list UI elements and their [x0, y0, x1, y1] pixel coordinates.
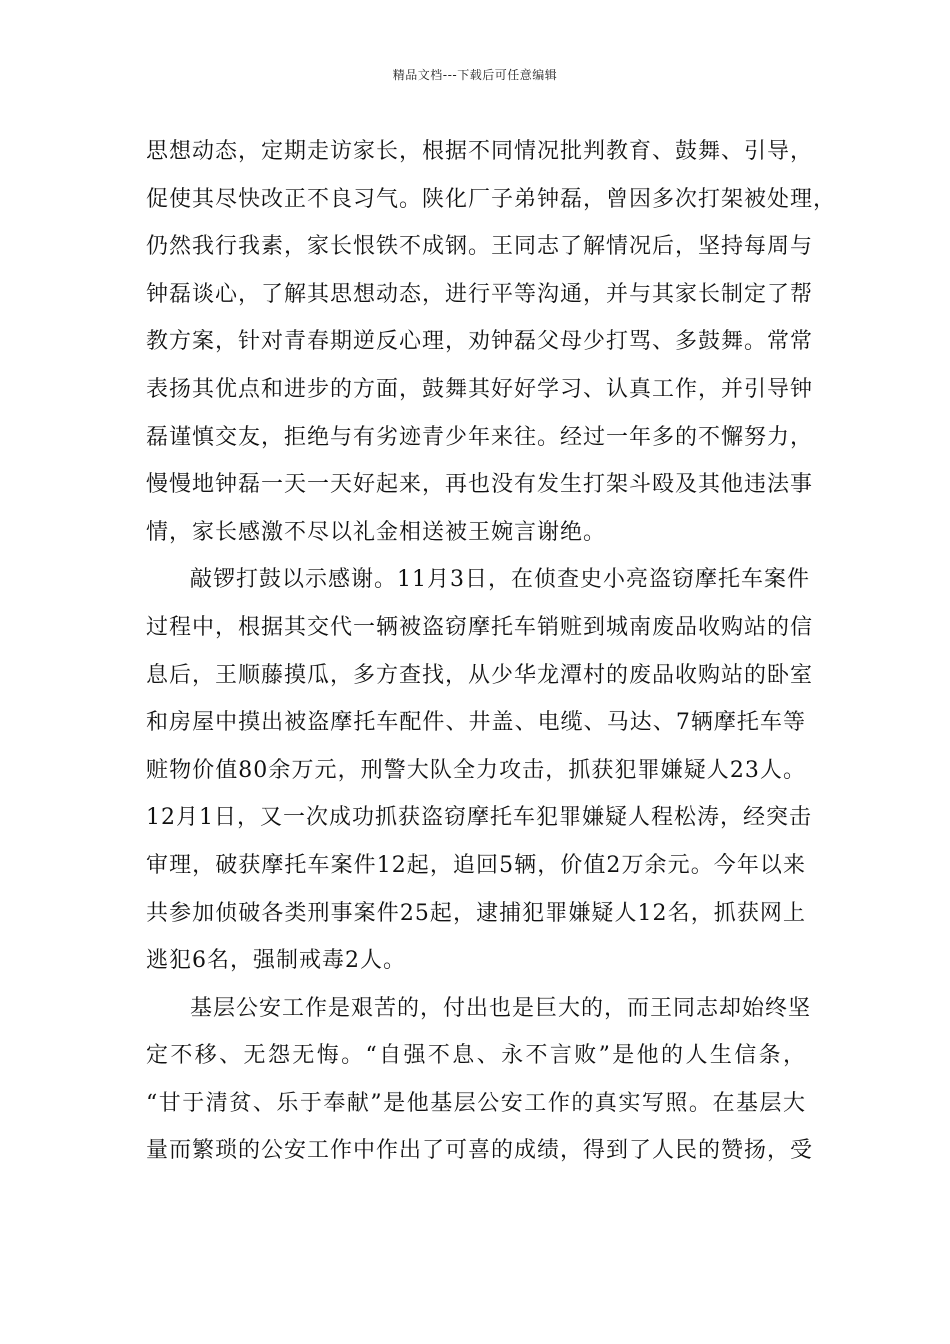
text-line: 量而繁琐的公安工作中作出了可喜的成绩，得到了人民的赞扬，受 — [146, 1138, 814, 1164]
text-line: 12月1日，又一次成功抓获盗窃摩托车犯罪嫌疑人程松涛，经突击 — [146, 805, 812, 831]
document-body — [146, 128, 837, 1175]
paragraph-start-line: 基层公安工作是艰苦的，付出也是巨大的，而王同志却始终坚 — [190, 995, 812, 1021]
text-line: 定不移、无怨无悔。“自强不息、永不言败”是他的人生信条， — [146, 1043, 806, 1069]
text-line: 共参加侦破各类刑事案件25起，逮捕犯罪嫌疑人12名，抓获网上 — [146, 900, 806, 926]
text-line: 教方案，针对青春期逆反心理，劝钟磊父母少打骂、多鼓舞。常常 — [146, 329, 814, 355]
text-line: 思想动态，定期走访家长，根据不同情况批判教育、鼓舞、引导， — [146, 139, 814, 164]
text-line: 审理，破获摩托车案件12起，追回5辆，价值2万余元。今年以来 — [146, 852, 806, 878]
text-line: 钟磊谈心，了解其思想动态，进行平等沟通，并与其家长制定了帮 — [146, 281, 814, 307]
text-line: 情，家长感激不尽以礼金相送被王婉言谢绝。 — [146, 519, 607, 545]
text-line: 息后，王顺藤摸瓜，多方查找，从少华龙潭村的废品收购站的卧室 — [146, 662, 814, 688]
text-line: 仍然我行我素，家长恨铁不成钢。王同志了解情况后，坚持每周与 — [146, 234, 814, 260]
text-line: 磊谨慎交友，拒绝与有劣迹青少年来往。经过一年多的不懈努力， — [146, 424, 814, 450]
text-line: 逃犯6名，强制戒毒2人。 — [146, 948, 406, 974]
text-line: “甘于清贫、乐于奉献”是他基层公安工作的真实写照。在基层大 — [146, 1090, 806, 1116]
header-note: 精品文档---下载后可任意编辑 — [392, 68, 558, 82]
text-line: 慢慢地钟磊一天一天好起来，再也没有发生打架斗殴及其他违法事 — [146, 472, 814, 498]
paragraph-start-line: 敲锣打鼓以示感谢。11月3日，在侦查史小亮盗窃摩托车案件 — [190, 567, 810, 593]
text-line: 表扬其优点和进步的方面，鼓舞其好好学习、认真工作，并引导钟 — [146, 376, 814, 402]
text-line: 过程中，根据其交代一辆被盗窃摩托车销赃到城南废品收购站的信 — [146, 614, 814, 640]
text-line: 促使其尽快改正不良习气。陕化厂子弟钟磊，曾因多次打架被处理， — [146, 186, 837, 212]
text-line: 和房屋中摸出被盗摩托车配件、井盖、电缆、马达、7辆摩托车等 — [146, 710, 806, 736]
text-line: 赃物价值80余万元，刑警大队全力攻击，抓获犯罪嫌疑人23人。 — [146, 757, 806, 783]
